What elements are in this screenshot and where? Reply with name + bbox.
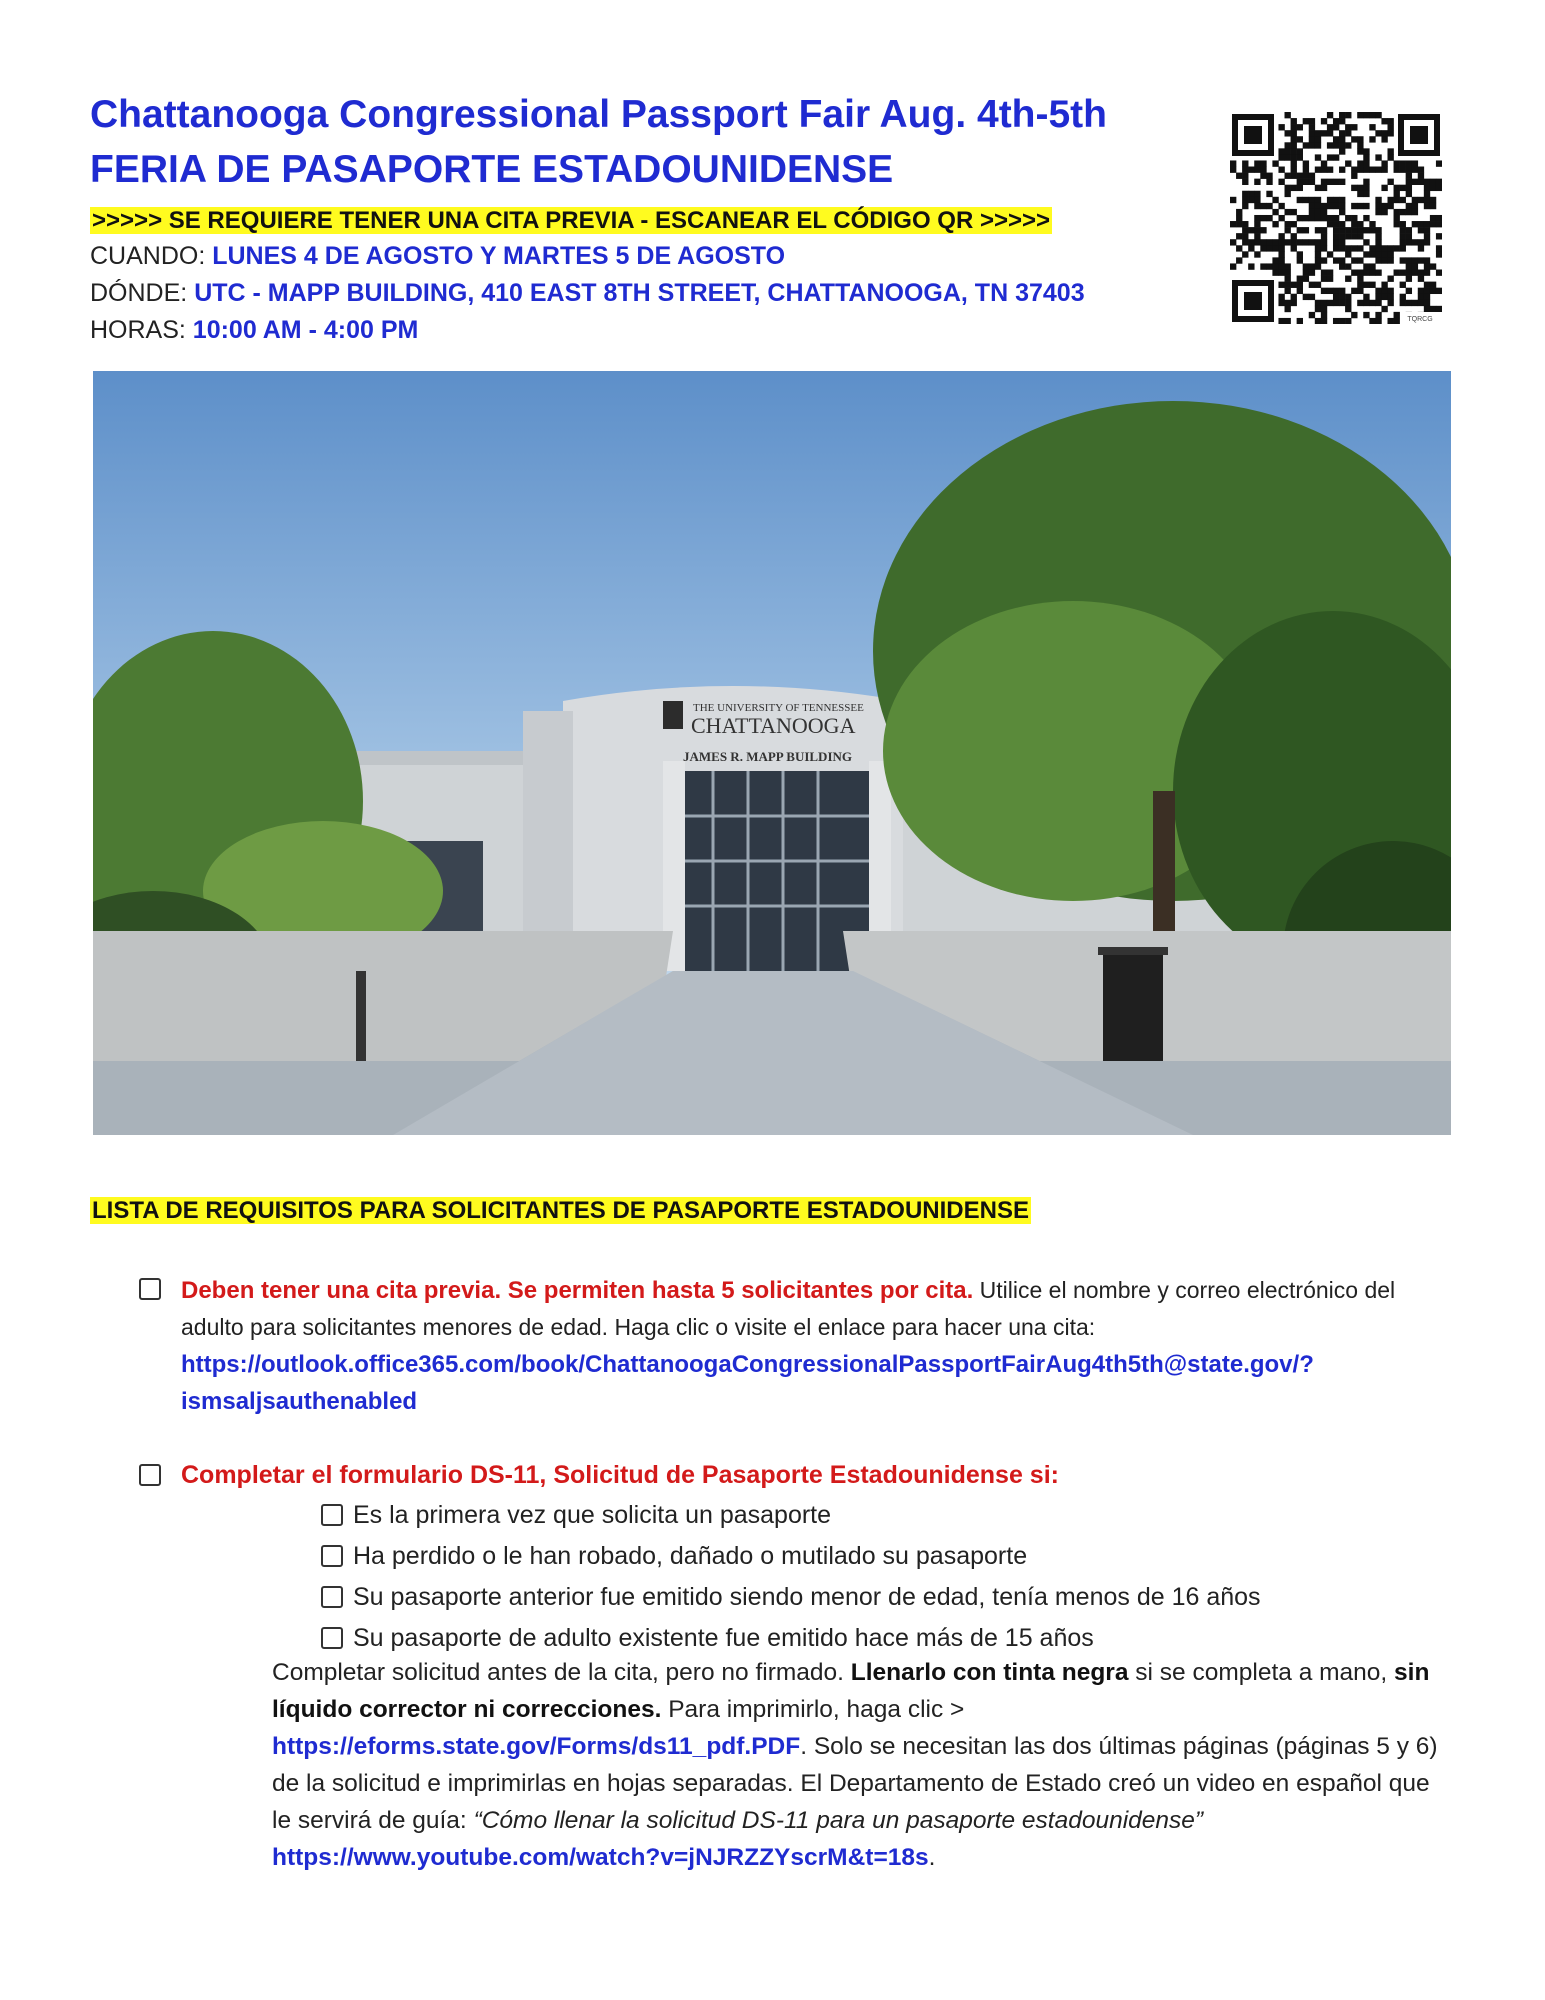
instructions-text-1: Completar solicitud antes de la cita, pero no firmado. (272, 1659, 851, 1686)
when-label: CUANDO: (90, 242, 213, 270)
hours-line (90, 314, 418, 346)
appointment-requirement-bold: Deben tener una cita previa. Se permiten hasta 5 solicitantes por cita. (181, 1277, 974, 1304)
instructions-text-3: Para imprimirlo, haga clic > (661, 1696, 965, 1723)
appointment-requirement-text: Utilice el nombre y correo electrónico del adulto para solicitantes menores de edad. Haga clic o visite el enlace para hacer una cita: (181, 1277, 1396, 1340)
title-english: Chattanooga Congressional Passport Fair Aug. 4th-5th (90, 93, 1107, 136)
hours-value: 10:00 AM - 4:00 PM (192, 316, 419, 344)
ds11-requirement (181, 1457, 1059, 1493)
hours-label: HORAS: (90, 316, 193, 344)
appointment-requirement (181, 1272, 1451, 1420)
ds11-requirement-bold: Completar el formulario DS-11, Solicitud de Pasaporte Estadounidense si: (181, 1461, 1059, 1489)
when-line (90, 240, 785, 272)
photo-sign-line2: CHATTANOOGA (691, 713, 856, 738)
appointment-checkbox[interactable] (139, 1278, 161, 1300)
ds11-condition-minor (321, 1579, 1261, 1615)
first-time-label: Es la primera vez que solicita un pasaporte (353, 1501, 832, 1529)
qr-tag-text: TQRCG (1407, 316, 1433, 323)
instructions-no-correction: sin líquido corrector ni correcciones. (272, 1659, 1430, 1723)
instructions-text-4: . Solo se necesitan las dos últimas páginas (páginas 5 y 6) de la solicitud e imprimirlas en hojas separadas. El Departamento de Estado creó un video en español que le servirá de guía: (272, 1733, 1438, 1834)
instructions-black-ink: Llenarlo con tinta negra (850, 1659, 1129, 1686)
instructions-text-2: si se completa a mano, (1128, 1659, 1395, 1686)
first-time-checkbox[interactable] (321, 1504, 343, 1526)
title-spanish: FERIA DE PASAPORTE ESTADOUNIDENSE (90, 148, 894, 191)
video-title: “Cómo llenar la solicitud DS-11 para un pasaporte estadounidense” (473, 1807, 1204, 1834)
instructions-end: . (928, 1844, 936, 1871)
ds11-instructions (272, 1654, 1452, 1876)
video-link[interactable]: https://www.youtube.com/watch?v=jNJRZZYscrM&t=18s (272, 1844, 929, 1871)
appointment-link[interactable]: https://outlook.office365.com/book/ChattanoogaCongressionalPassportFairAug4th5th@state.gov/?ismsaljsauthenabled (181, 1351, 1314, 1415)
over-15-years-checkbox[interactable] (321, 1627, 343, 1649)
lost-stolen-checkbox[interactable] (321, 1545, 343, 1567)
when-value: LUNES 4 DE AGOSTO Y MARTES 5 DE AGOSTO (212, 242, 786, 270)
ds11-checkbox[interactable] (139, 1464, 161, 1486)
minor-label: Su pasaporte anterior fue emitido siendo menor de edad, tenía menos de 16 años (353, 1583, 1261, 1611)
building-photo (93, 371, 1451, 1135)
lost-stolen-label: Ha perdido o le han robado, dañado o mutilado su pasaporte (353, 1542, 1028, 1570)
ds11-condition-over-15-years (321, 1620, 1094, 1656)
where-label: DÓNDE: (90, 279, 195, 307)
over-15-years-label: Su pasaporte de adulto existente fue emitido hace más de 15 años (353, 1624, 1094, 1652)
ds11-condition-lost-stolen (321, 1538, 1027, 1574)
requirements-heading-text: LISTA DE REQUISITOS PARA SOLICITANTES DE PASAPORTE ESTADOUNIDENSE (92, 1197, 1029, 1224)
qr-code[interactable] (1230, 112, 1442, 324)
requirements-heading (90, 1195, 1031, 1227)
photo-sign-line3: JAMES R. MAPP BUILDING (683, 749, 853, 764)
photo-sign-line1: THE UNIVERSITY OF TENNESSEE (693, 702, 864, 714)
where-line (90, 277, 1085, 309)
minor-checkbox[interactable] (321, 1586, 343, 1608)
appointment-notice (90, 206, 1052, 236)
appointment-notice-text: >>>>> SE REQUIERE TENER UNA CITA PREVIA - ESCANEAR EL CÓDIGO QR >>>>> (92, 207, 1051, 234)
ds11-pdf-link[interactable]: https://eforms.state.gov/Forms/ds11_pdf.PDF (272, 1733, 801, 1760)
ds11-condition-first-time (321, 1497, 831, 1533)
where-value: UTC - MAPP BUILDING, 410 EAST 8TH STREET, CHATTANOOGA, TN 37403 (194, 279, 1085, 307)
